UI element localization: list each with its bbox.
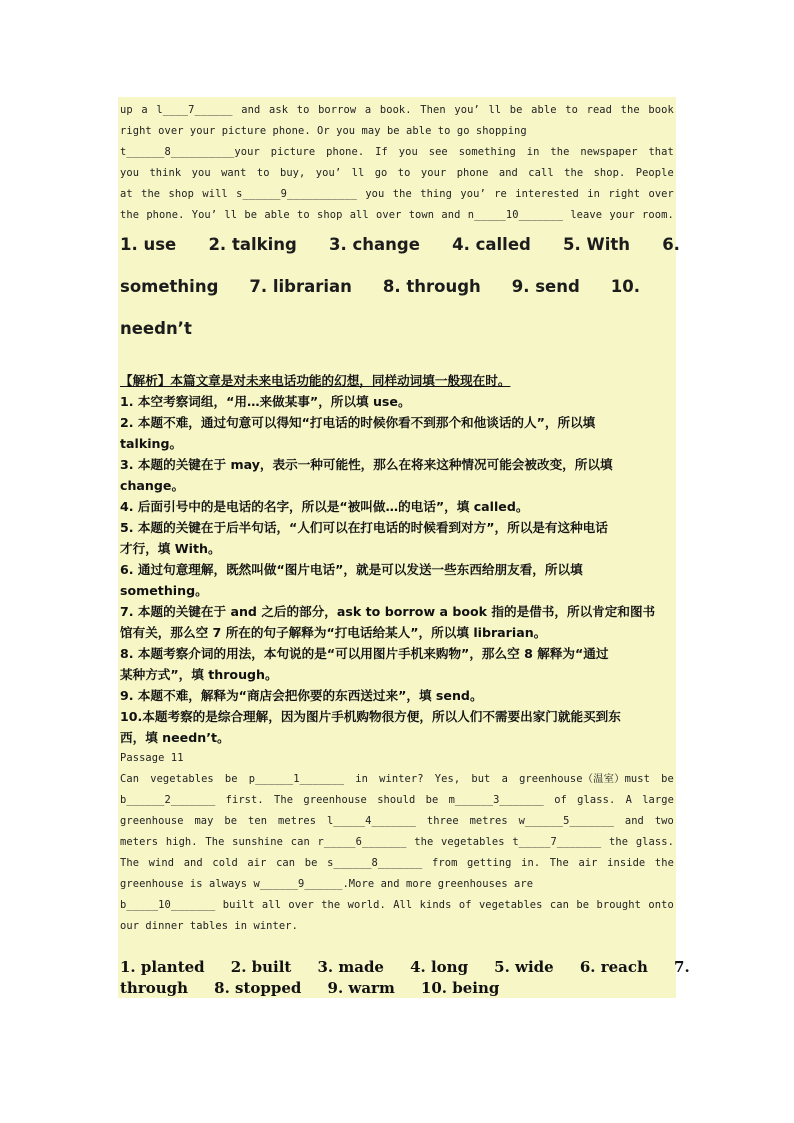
word: Yes, — [434, 773, 461, 785]
passage-line — [120, 853, 674, 874]
word: l____7______ — [156, 104, 233, 116]
word: onto — [648, 899, 674, 911]
answer-item: something — [120, 277, 219, 296]
word: meters — [120, 836, 159, 848]
word: kinds — [419, 899, 452, 911]
answer-item: 8. through — [382, 277, 481, 296]
word: book. — [379, 104, 412, 116]
word: over — [288, 899, 314, 911]
word: p______1_______ — [248, 773, 345, 785]
word: the — [321, 899, 341, 911]
word: to — [565, 104, 578, 116]
word: brought — [596, 899, 641, 911]
word: cold — [212, 857, 238, 869]
word: you — [191, 167, 211, 179]
word: be — [244, 209, 258, 221]
word: phone. — [146, 209, 185, 221]
passage-line: greenhouse is always w______9______.More and more greenhouses are — [120, 878, 534, 890]
word: think — [149, 167, 182, 179]
word: greenhouse — [120, 815, 184, 827]
word: newspaper — [580, 146, 638, 158]
word: but — [471, 773, 491, 785]
word: r_____6_______ — [317, 836, 407, 848]
word: ll — [224, 209, 238, 221]
word: ask — [269, 104, 289, 116]
word: l_____4_______ — [327, 815, 417, 827]
word: want — [221, 167, 247, 179]
document-page — [118, 97, 690, 998]
word: metres — [278, 815, 317, 827]
passage-line — [120, 790, 674, 811]
word: go — [374, 167, 388, 179]
word: of — [554, 794, 567, 806]
passage-line — [120, 769, 674, 790]
analysis-heading: 【解析】本篇文章是对未来电话功能的幻想，同样动词填一般现在时。 — [120, 373, 511, 388]
analysis-line: 馆有关，那么空 7 所在的句子解释为“打电话给某人”，所以填 librarian。 — [120, 625, 547, 640]
word: borrow — [318, 104, 357, 116]
word: All — [393, 899, 413, 911]
word: getting — [467, 857, 512, 869]
word: in — [587, 188, 600, 200]
word: book — [648, 104, 674, 116]
word: be — [661, 773, 674, 785]
word: in. — [521, 857, 541, 869]
word: should — [377, 794, 416, 806]
word: be — [509, 104, 523, 116]
analysis-line: 8. 本题考察介词的用法，本句说的是“可以用图片手机来购物”，那么空 8 解释为“通过 — [120, 646, 609, 661]
answer-item: 7. librarian — [249, 277, 352, 296]
word: greenhouse（温室）must — [519, 773, 651, 785]
word: you — [398, 146, 418, 158]
word: be — [425, 794, 439, 806]
word: three — [426, 815, 459, 827]
word: People — [635, 167, 674, 179]
word: ll — [351, 167, 365, 179]
word: phone — [456, 167, 489, 179]
passage-line — [120, 205, 674, 226]
word: to — [256, 167, 270, 179]
word: w______5_______ — [518, 815, 614, 827]
word: the — [620, 104, 640, 116]
word: a — [141, 104, 148, 116]
word: re — [494, 188, 507, 200]
word: a — [501, 773, 508, 785]
answer-item: 10. — [610, 277, 640, 296]
answer-line-2: through 8. stopped 9. warm 10. being — [120, 979, 500, 997]
word: large — [642, 794, 674, 806]
word: metres — [469, 815, 508, 827]
word: and — [624, 815, 644, 827]
word: world. — [347, 899, 386, 911]
word: first. — [225, 794, 264, 806]
word: at — [120, 188, 133, 200]
analysis-line: change。 — [120, 478, 185, 493]
word: can — [290, 836, 310, 848]
word: glass. — [577, 794, 616, 806]
passage-title: Passage 11 — [120, 752, 184, 764]
word: you — [365, 188, 385, 200]
word: The — [549, 857, 569, 869]
word: something — [458, 146, 516, 158]
passage-line — [120, 832, 674, 853]
word: high. — [165, 836, 198, 848]
word: t______8__________your — [120, 146, 260, 158]
word: be — [576, 899, 590, 911]
word: and — [498, 167, 518, 179]
word: You’ — [191, 209, 218, 221]
answer-item: 4. called — [452, 235, 531, 254]
word: a — [364, 104, 372, 116]
answer-item: 1. use — [120, 235, 177, 254]
analysis-line: 9. 本题不难，解释为“商店会把你要的东西送过来”，填 send。 — [120, 688, 483, 703]
word: from — [432, 857, 458, 869]
word: to — [397, 167, 411, 179]
answer-item: 5. With — [563, 235, 630, 254]
analysis-line: 才行，填 With。 — [120, 541, 221, 556]
word: the — [392, 188, 412, 200]
analysis-line: talking。 — [120, 436, 183, 451]
word: vegetables — [150, 773, 214, 785]
analysis-line: 1. 本空考察词组，“用…来做某事”，所以填 use。 — [120, 394, 411, 409]
word: and — [183, 857, 203, 869]
word: thing — [420, 188, 452, 200]
answer-line-1: 1. planted 2. built 3. made 4. long 5. wide 6. reach 7. — [120, 958, 690, 976]
word: of — [458, 899, 472, 911]
answer-line-3: needn’t — [120, 319, 192, 338]
word: the — [141, 188, 161, 200]
word: shop — [317, 209, 343, 221]
passage-line — [120, 142, 674, 163]
word: that — [648, 146, 674, 158]
word: can — [549, 899, 569, 911]
analysis-line: 10.本题考察的是综合理解，因为图片手机购物很方便，所以人们不需要出家门就能买到东 — [120, 709, 621, 724]
word: up — [120, 104, 133, 116]
word: all — [261, 899, 281, 911]
word: room. — [642, 209, 674, 221]
word: buy, — [279, 167, 306, 179]
word: air — [578, 857, 598, 869]
word: b_____10_______ — [120, 899, 216, 911]
answer-item: 9. send — [511, 277, 580, 296]
word: read — [586, 104, 613, 116]
analysis-line: 西，填 needn’t。 — [120, 730, 230, 745]
word: and — [441, 209, 461, 221]
word: over — [648, 188, 674, 200]
word: Then — [420, 104, 446, 116]
analysis-line: 2. 本题不难，通过句意可以得知“打电话的时候你看不到那个和他谈话的人”，所以填 — [120, 415, 596, 430]
word: If — [375, 146, 388, 158]
word: all — [349, 209, 369, 221]
word: you’ — [454, 104, 480, 116]
word: the — [654, 857, 674, 869]
word: see — [428, 146, 448, 158]
word: A — [625, 794, 632, 806]
word: b______2_______ — [120, 794, 216, 806]
answer-item: 6. — [662, 235, 680, 254]
word: The — [274, 794, 294, 806]
passage-line — [120, 895, 674, 916]
passage-line — [120, 100, 674, 121]
word: m______3_______ — [448, 794, 544, 806]
word: sunshine — [232, 836, 284, 848]
answer-item: 3. change — [329, 235, 420, 254]
word: you — [120, 167, 140, 179]
word: over — [376, 209, 402, 221]
word: Can — [120, 773, 140, 785]
word: the — [609, 836, 629, 848]
passage-line: right over your picture phone. Or you may be able to go shopping — [120, 125, 527, 137]
word: winter? — [379, 773, 424, 785]
word: in — [526, 146, 540, 158]
word: be — [224, 773, 238, 785]
analysis-line: 5. 本题的关键在于后半句话，“人们可以在打电话的时候看到对方”，所以是有这种电话 — [120, 520, 608, 535]
word: t_____7_______ — [512, 836, 602, 848]
word: phone. — [326, 146, 365, 158]
answer-line-2 — [120, 273, 640, 301]
word: ll — [488, 104, 502, 116]
word: glass. — [635, 836, 674, 848]
passage-line — [120, 163, 674, 184]
word: built — [222, 899, 255, 911]
word: s______9___________ — [236, 188, 357, 200]
word: vegetables — [441, 836, 505, 848]
word: the — [414, 836, 434, 848]
word: interested — [515, 188, 579, 200]
word: you’ — [315, 167, 342, 179]
word: be — [224, 815, 238, 827]
passage-line — [120, 811, 674, 832]
word: and — [241, 104, 261, 116]
word: town — [408, 209, 435, 221]
word: wind — [148, 857, 175, 869]
word: the — [564, 167, 584, 179]
analysis-line: 4. 后面引号中的是电话的名字，所以是“被叫做…的电话”，填 called。 — [120, 499, 529, 514]
word: shop — [168, 188, 194, 200]
word: your — [609, 209, 635, 221]
word: inside — [607, 857, 646, 869]
word: be — [304, 857, 318, 869]
analysis-line: 某种方式”，填 through。 — [120, 667, 278, 682]
word: vegetables — [478, 899, 543, 911]
analysis-line: 7. 本题的关键在于 and 之后的部分，ask to borrow a book 指的是借书，所以肯定和图书 — [120, 604, 656, 619]
word: right — [608, 188, 641, 200]
passage-line: our dinner tables in winter. — [120, 920, 298, 932]
word: ten — [248, 815, 268, 827]
analysis-line: 6. 通过句意理解，既然叫做“图片电话”，就是可以发送一些东西给朋友看，所以填 — [120, 562, 583, 577]
passage-line — [120, 184, 674, 205]
word: to — [297, 209, 310, 221]
word: can — [276, 857, 296, 869]
word: the — [550, 146, 570, 158]
analysis-line: something。 — [120, 583, 208, 598]
word: shop. — [593, 167, 626, 179]
word: able — [264, 209, 290, 221]
word: will — [202, 188, 228, 200]
word: able — [531, 104, 557, 116]
word: s______8_______ — [327, 857, 423, 869]
word: the — [120, 209, 140, 221]
word: your — [420, 167, 447, 179]
word: to — [296, 104, 310, 116]
word: two — [654, 815, 674, 827]
word: you’ — [460, 188, 486, 200]
word: The — [205, 836, 225, 848]
word: air — [247, 857, 267, 869]
word: picture — [270, 146, 316, 158]
word: greenhouse — [303, 794, 367, 806]
word: call — [528, 167, 554, 179]
answer-line-1 — [120, 231, 680, 259]
word: in — [355, 773, 368, 785]
word: n_____10_______ — [467, 209, 564, 221]
word: The — [120, 857, 140, 869]
word: may — [194, 815, 214, 827]
analysis-line: 3. 本题的关键在于 may，表示一种可能性，那么在将来这种情况可能会被改变，所以填 — [120, 457, 613, 472]
word: leave — [570, 209, 603, 221]
answer-item: 2. talking — [208, 235, 297, 254]
